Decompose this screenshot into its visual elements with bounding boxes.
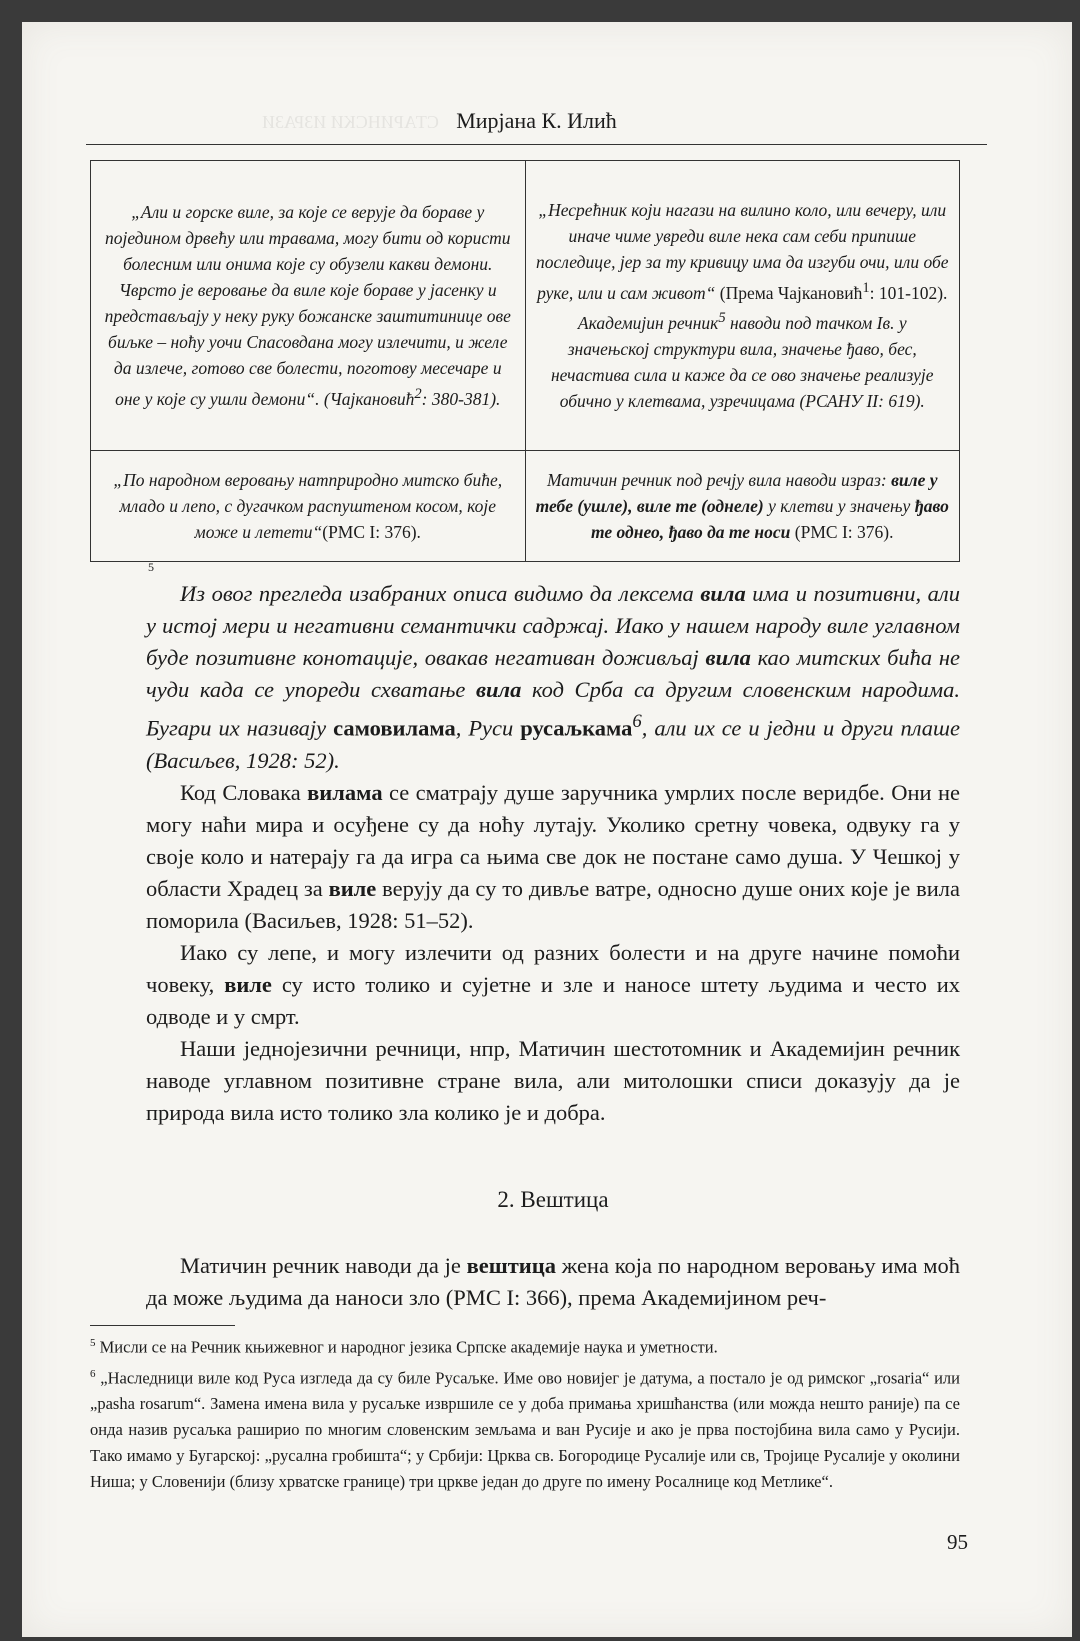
page-number: 95	[947, 1530, 968, 1554]
section-title: 2. Вештица	[497, 1187, 609, 1212]
table-cell: „По народном веровању натприродно митско биће, младо и лепо, с дугачком распуштеном косом, које може и летети“(РМС I: 376).	[91, 450, 526, 561]
footnote-rule	[90, 1325, 235, 1326]
footnote-5: $^5$ Мисли се на Речник књижевног и народног језика Српске академије наука и уметности.	[90, 1337, 718, 1357]
paragraph: Матичин речник наводи да је вештица жена која по народном веровању има моћ да може људима да наноси зло (РМС I: 366), према Академијином реч-	[146, 1253, 960, 1310]
header-author: Мирјана К. Илић	[456, 108, 617, 133]
comparison-table	[90, 160, 960, 562]
body-text-2	[146, 1250, 960, 1314]
table-row	[91, 161, 960, 451]
paragraph: Наши једнојезични речници, нпр, Матичин шестотомник и Академијин речник наводе углавном позитивне стране вила, али митолошки списи доказују да је природа вила исто толико зла колико је и добра.	[146, 1035, 960, 1125]
table-footnote-mark: 5	[148, 560, 154, 574]
table-cell: „Несрећник који нагази на вилино коло, или вечеру, или иначе чиме увреди виле нека сам себи припише последице, јер за ту кривицу има да изгуби очи, или обе руке, или и сам живот“ (Према Чајкановић$^1$: 101-102). Академијин речник$^5$ наводи под тачком Iв. у значењској структури вила, значење ђаво, бес, нечастива сила и каже да се ово значење реализује обично у клетвама, узречицама (РСАНУ II: 619).	[525, 161, 960, 451]
table-cell: „Али и горске виле, за које се верује да бораве у појединoм дрвећу или травама, могу бити од користи болесним или онима које су обузели какви демони. Чврсто је веровање да виле које бораве у јасенку и представљају у неку руку божанске заштитинице ове биљке – ноћу уочи Спасовдана могу излечити, и желе да излече, готово све болести, поготову месечаре и оне у које су ушли демони“. (Чајкановић$^2$: 380-381).	[91, 161, 526, 451]
body-text	[146, 578, 960, 1129]
footnotes	[90, 1330, 960, 1495]
running-header	[86, 108, 987, 145]
table-row	[91, 450, 960, 561]
paragraph: Иако су лепе, и могу излечити од разних болести и на друге начине помоћи човеку, виле су исто толико и сујетне и зле и наносе штету људима и често их одводе и у смрт.	[146, 939, 961, 1029]
bleed-through: СТАРИНСКИ ИЗРАЗИ	[262, 112, 439, 132]
paragraph: Код Словака вилама се сматрају душе заручника умрлих после веридбе. Они не могу наћи мира и осуђене су да ноћу лутају. Уколико сретну човека, одвуку га у своје коло и натерају га да игра са њима све док не постане само душа. У Чешкој у области Храдец за виле верују да су то дивље ватре, односно душе оних које је вила поморила (Васиљев, 1928: 51–52).	[146, 779, 960, 933]
footnote-6: $^6$ „Наследници виле код Руса изгледа да су биле Русаљке. Име ово новијег је датума, а постало је од римског „rosaria“ или „pasha rosarum“. Замена имена вила у русаљке извршиле се у доба примања хришћанства (или можда нешто раније) па се онда назив русаљка раширио по многим словенским земљама и ван Русије и ако је прва постојбина вила само у Русији. Тако имамо у Бугарској: „русална гробишта“; у Србији: Црква св. Богородице Русалије или св, Тројице Русалије у околини Ниша; у Словенији (близу хрватске границе) три цркве један до друге по имену Росалнице код Метлике“.	[90, 1367, 960, 1491]
table-cell: Матичин речник под речју вила наводи израз: виле у тебе (ушле), виле те (однеле) у клетви у значењу ђаво те однео, ђаво да те носи (РМС I: 376).	[525, 450, 960, 561]
paragraph: Из овог прегледа изабраних описа видимо да лексема вила има и позитивни, али у истој мери и негативни семантички садржај. Иако у нашем народу виле углавном буде позитивне конотације, овакав негативан доживљај вила као митских бића не чуди када се упореди схватање вила код Срба са другим словенским народима. Бугари их називају самовилама, Руси русаљкама$^6$, али их се и једни и други плаше (Васиљев, 1928: 52).	[146, 581, 961, 773]
